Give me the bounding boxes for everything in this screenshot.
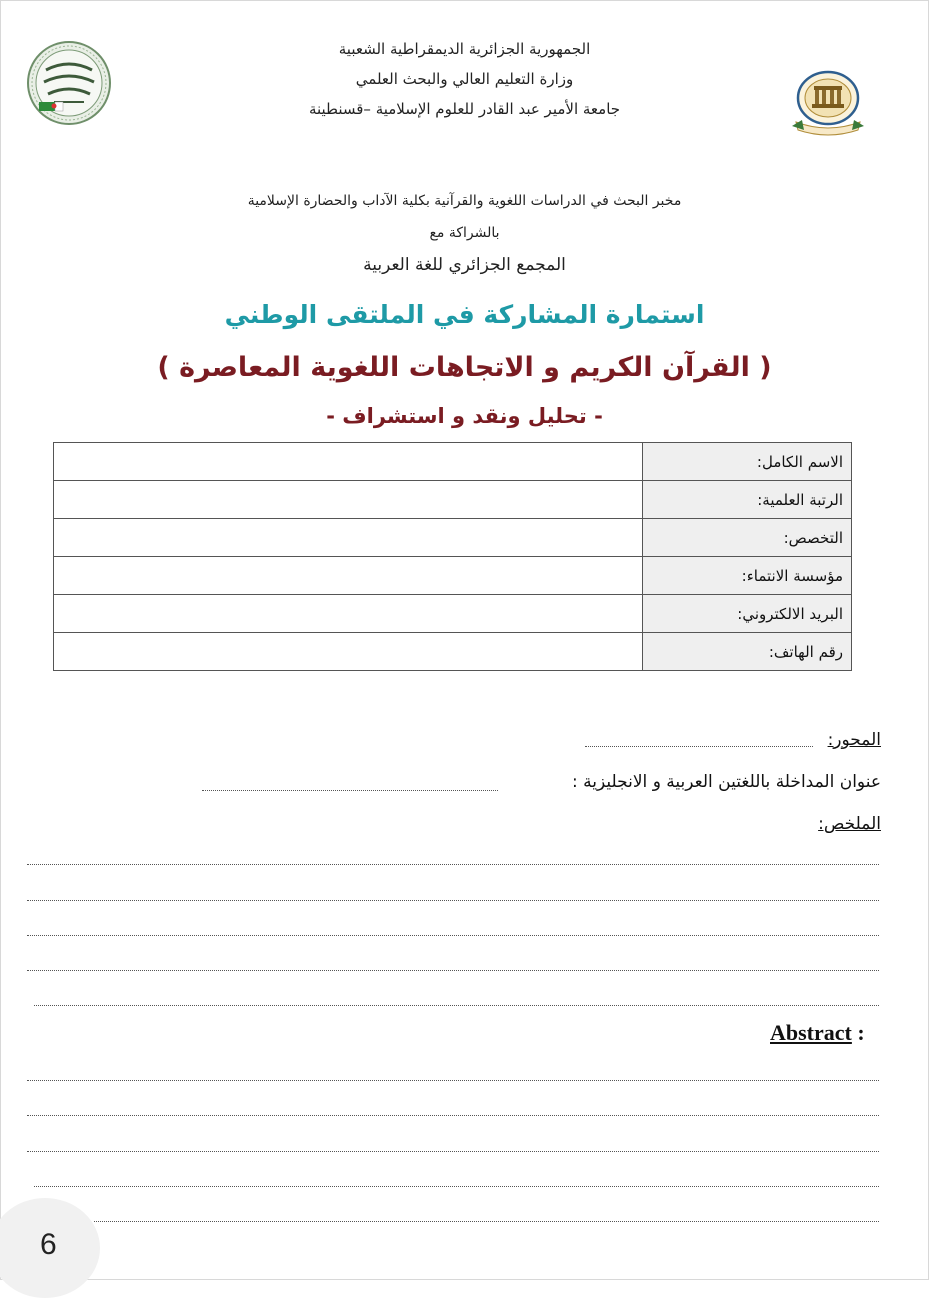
paper-title-label: عنوان المداخلة باللغتين العربية و الانجليزية : <box>572 772 881 792</box>
summary-line-2[interactable] <box>27 900 879 901</box>
conference-subtitle: - تحليل ونقد و استشراف - <box>326 404 603 428</box>
table-row <box>54 557 852 595</box>
table-row <box>54 481 852 519</box>
abstract-line-3[interactable] <box>27 1151 879 1152</box>
field-label-academic-rank: الرتبة العلمية: <box>643 481 852 519</box>
axis-input-line[interactable] <box>585 746 813 747</box>
abstract-colon: : <box>851 1020 865 1045</box>
field-label-specialty: التخصص: <box>643 519 852 557</box>
phone-input[interactable] <box>54 633 643 671</box>
field-label-email: البريد الالكتروني: <box>643 595 852 633</box>
summary-line-3[interactable] <box>27 935 879 936</box>
abstract-label <box>770 1020 865 1046</box>
field-label-full-name: الاسم الكامل: <box>643 443 852 481</box>
page-number-badge <box>0 1198 100 1298</box>
summary-label: الملخص: <box>818 814 881 834</box>
field-label-institution: مؤسسة الانتماء: <box>643 557 852 595</box>
lab-name: مخبر البحث في الدراسات اللغوية والقرآنية بكلية الآداب والحضارة الإسلامية <box>247 193 682 209</box>
republic-name: الجمهورية الجزائرية الديمقراطية الشعبية <box>338 40 591 58</box>
academy-name: المجمع الجزائري للغة العربية <box>363 255 566 275</box>
email-input[interactable] <box>54 595 643 633</box>
ministry-name: وزارة التعليم العالي والبحث العلمي <box>355 70 574 88</box>
abstract-line-5[interactable] <box>94 1221 879 1222</box>
specialty-input[interactable] <box>54 519 643 557</box>
table-row <box>54 443 852 481</box>
field-label-phone: رقم الهاتف: <box>643 633 852 671</box>
table-row <box>54 519 852 557</box>
page-number: 6 <box>40 1228 57 1261</box>
conference-title: ( القرآن الكريم و الاتجاهات اللغوية المعاصرة ) <box>157 352 772 383</box>
paper-title-input-line[interactable] <box>202 790 498 791</box>
summary-line-1[interactable] <box>27 864 879 865</box>
full-name-input[interactable] <box>54 443 643 481</box>
abstract-line-1[interactable] <box>27 1080 879 1081</box>
abstract-label-text: Abstract <box>770 1020 852 1045</box>
abstract-line-4[interactable] <box>34 1186 879 1187</box>
form-title: استمارة المشاركة في الملتقى الوطني <box>224 300 705 329</box>
axis-label: المحور: <box>827 730 881 750</box>
university-name: جامعة الأمير عبد القادر للعلوم الإسلامية –قسنطينة <box>308 100 621 118</box>
summary-line-5[interactable] <box>34 1005 879 1006</box>
abstract-line-2[interactable] <box>27 1115 879 1116</box>
institution-input[interactable] <box>54 557 643 595</box>
table-row <box>54 633 852 671</box>
summary-line-4[interactable] <box>27 970 879 971</box>
table-row <box>54 595 852 633</box>
partnership-text: بالشراكة مع <box>429 225 500 241</box>
participant-form-table <box>53 442 852 671</box>
academic-rank-input[interactable] <box>54 481 643 519</box>
